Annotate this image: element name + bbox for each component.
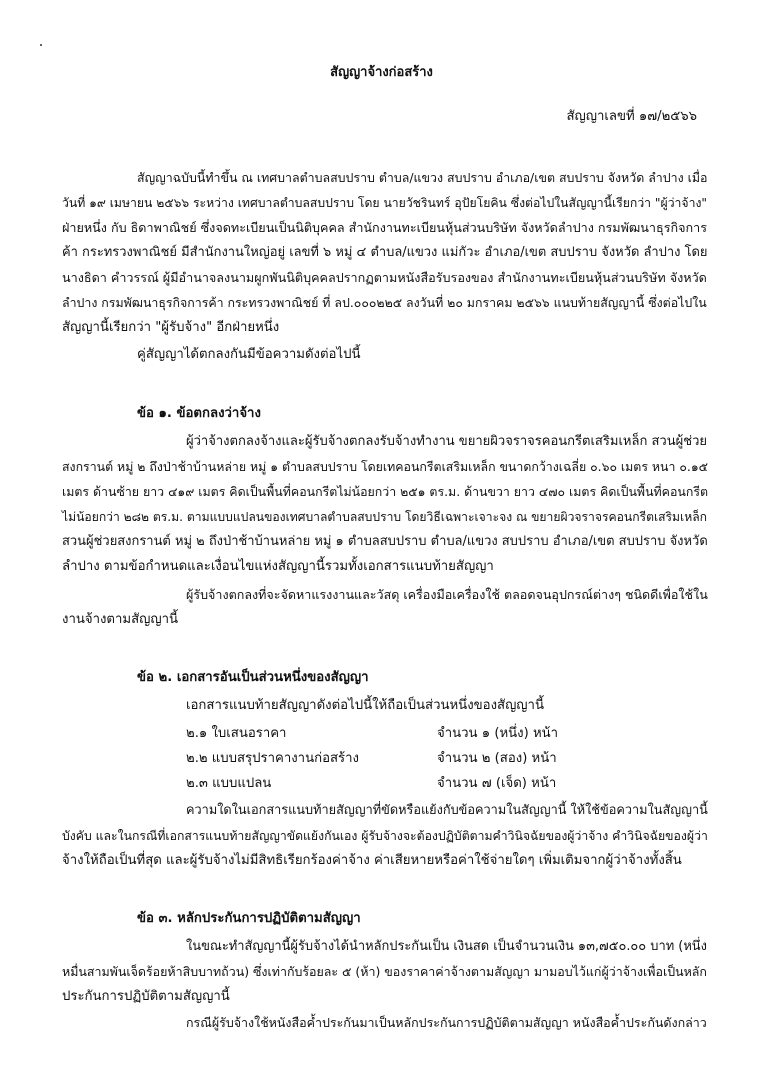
preamble-line: สัญญาฉบับนี้ทำขึ้น ณ เทศบาลตำบลสบปราบ ตำบล/แขวง สบปราบ อำเภอ/เขต สบปราบ จังหวัด ลำปาง เมื่อ [137, 170, 708, 185]
clause-3-text: หมื่นสามพันเจ็ดร้อยห้าสิบบาทถ้วน) ซึ่งเท่ากับร้อยละ ๕ (ห้า) ของราคาค่าจ้างตามสัญญา มามอบไว้แก่ผู้ว่าจ้างเพื่อเป็นหลัก [62, 964, 707, 979]
preamble-line: นางธิดา คำวรรณ์ ผู้มีอำนาจลงนามผูกพันนิติบุคคลปรากฏตามหนังสือรับรองของ สำนักงานทะเบียนหุ้นส่วนบริษัท จังหวัด [62, 270, 707, 285]
clause-1-text: เมตร ด้านซ้าย ยาว ๔๑๙ เมตร คิดเป็นพื้นที่คอนกรีตไม่น้อยกว่า ๒๕๑ ตร.ม. ด้านขวา ยาว ๔๗๐ เมตร คิดเป็นพื้นที่คอนกรีต [62, 485, 709, 499]
clause-1-text: สงกรานต์ หมู่ ๒ ถึงป่าช้าบ้านหล่าย หมู่ ๑ ตำบลสบปราบ โดยเทคอนกรีตเสริมเหล็ก ขนาดกว้างเฉลี่ย ๐.๖๐ เมตร หนา ๐.๑๕ [62, 460, 709, 474]
preamble-line: ค้า กระทรวงพาณิชย์ มีสำนักงานใหญ่อยู่ เลขที่ ๖ หมู่ ๔ ตำบล/แขวง แม่กัวะ อำเภอ/เขต สบปราบ จังหวัด ลำปาง โดย [62, 245, 708, 260]
preamble-line: ฝ่ายหนึ่ง กับ ธิดาพาณิชย์ ซึ่งจดทะเบียนเป็นนิติบุคคล สำนักงานทะเบียนหุ้นส่วนบริษัท จังหวัดลำปาง กรมพัฒนาธุรกิจการ [62, 220, 707, 235]
preamble-line: ลำปาง กรมพัฒนาธุรกิจการค้า กระทรวงพาณิชย์ ที่ ลป.๐๐๐๒๒๕ ลงวันที่ ๒๐ มกราคม ๒๕๖๖ แนบท้ายสัญญานี้ ซึ่งต่อไปใน [62, 295, 707, 310]
clause-3-text: ประกันการปฏิบัติตามสัญญานี้ [62, 989, 230, 1004]
clause-1-text: ลำปาง ตามข้อกำหนดและเงื่อนไขแห่งสัญญานี้รวมทั้งเอกสารแนบท้ายสัญญา [62, 559, 494, 574]
attachment-name: ๒.๓ แบบแปลน [186, 776, 272, 791]
attachment-quantity: จำนวน ๒ (สอง) หน้า [437, 751, 557, 766]
attachment-name: ๒.๑ ใบเสนอราคา [186, 726, 287, 741]
clause-2-text: บังคับ และในกรณีที่เอกสารแนบท้ายสัญญาขัดแย้งกันเอง ผู้รับจ้างจะต้องปฏิบัติตามคำวินิจฉัยของผู้ว่าจ้าง คำวินิจฉัยของผู้ว่า [62, 829, 708, 843]
agreement-statement: คู่สัญญาได้ตกลงกันมีข้อความดังต่อไปนี้ [137, 347, 361, 362]
preamble-line: สัญญานี้เรียกว่า "ผู้รับจ้าง" อีกฝ่ายหนึ่ง [62, 320, 280, 335]
clause-1-text: ผู้รับจ้างตกลงที่จะจัดหาแรงงานและวัสดุ เครื่องมือเครื่องใช้ ตลอดจนอุปกรณ์ต่างๆ ชนิดดีเพื่อใช้ใน [186, 587, 708, 602]
document-title: สัญญาจ้างก่อสร้าง [330, 65, 433, 80]
clause-2-heading: ข้อ ๒. เอกสารอันเป็นส่วนหนึ่งของสัญญา [137, 670, 369, 685]
attachment-quantity: จำนวน ๑ (หนึ่ง) หน้า [437, 726, 559, 741]
scan-speck [40, 44, 42, 46]
clause-1-heading: ข้อ ๑. ข้อตกลงว่าจ้าง [137, 406, 261, 421]
contract-number: สัญญาเลขที่ ๑๗/๒๕๖๖ [566, 109, 697, 124]
clause-1-text: ไม่น้อยกว่า ๒๘๒ ตร.ม. ตามแบบแปลนของเทศบาลตำบลสบปราบ โดยวิธีเฉพาะเจาะจง ณ ขยายผิวจราจรคอนกรีตเสริมเหล็ก [62, 510, 707, 524]
clause-2-text: จ้างให้ถือเป็นที่สุด และผู้รับจ้างไม่มีสิทธิเรียกร้องค่าจ้าง ค่าเสียหายหรือค่าใช้จ่ายใดๆ เพิ่มเติมจากผู้ว่าจ้างทั้งสิ้น [62, 853, 682, 868]
clause-1-text: ผู้ว่าจ้างตกลงจ้างและผู้รับจ้างตกลงรับจ้างทำงาน ขยายผิวจราจรคอนกรีตเสริมเหล็ก สวนผู้ช่วย [186, 434, 708, 449]
clause-3-text: ในขณะทำสัญญานี้ผู้รับจ้างได้นำหลักประกันเป็น เงินสด เป็นจำนวนเงิน ๑๓,๗๕๐.๐๐ บาท (หนึ่ง [186, 939, 707, 954]
attachment-quantity: จำนวน ๗ (เจ็ด) หน้า [437, 776, 557, 791]
clause-1-text: สวนผู้ช่วยสงกรานต์ หมู่ ๒ ถึงป่าช้าบ้านหล่าย หมู่ ๑ ตำบลสบปราบ ตำบล/แขวง สบปราบ อำเภอ/เขต สบปราบ จังหวัด [62, 534, 708, 549]
clause-2-text: ความใดในเอกสารแนบท้ายสัญญาที่ขัดหรือแย้งกับข้อความในสัญญานี้ ให้ใช้ข้อความในสัญญานี้ [186, 803, 708, 818]
clause-3-heading: ข้อ ๓. หลักประกันการปฏิบัติตามสัญญา [137, 911, 361, 926]
clause-1-text: งานจ้างตามสัญญานี้ [62, 612, 179, 627]
preamble-line: วันที่ ๑๙ เมษายน ๒๕๖๖ ระหว่าง เทศบาลตำบลสบปราบ โดย นายวัชรินทร์ อุปัยโยคิน ซึ่งต่อไปในสัญญานี้เรียกว่า "ผู้ว่าจ้าง" [62, 196, 708, 210]
attachment-name: ๒.๒ แบบสรุปราคางานก่อสร้าง [186, 751, 359, 766]
clause-2-intro: เอกสารแนบท้ายสัญญาดังต่อไปนี้ให้ถือเป็นส่วนหนึ่งของสัญญานี้ [186, 698, 544, 713]
clause-3-text: กรณีผู้รับจ้างใช้หนังสือค้ำประกันมาเป็นหลักประกันการปฏิบัติตามสัญญา หนังสือค้ำประกันดังกล่าว [186, 1015, 707, 1030]
